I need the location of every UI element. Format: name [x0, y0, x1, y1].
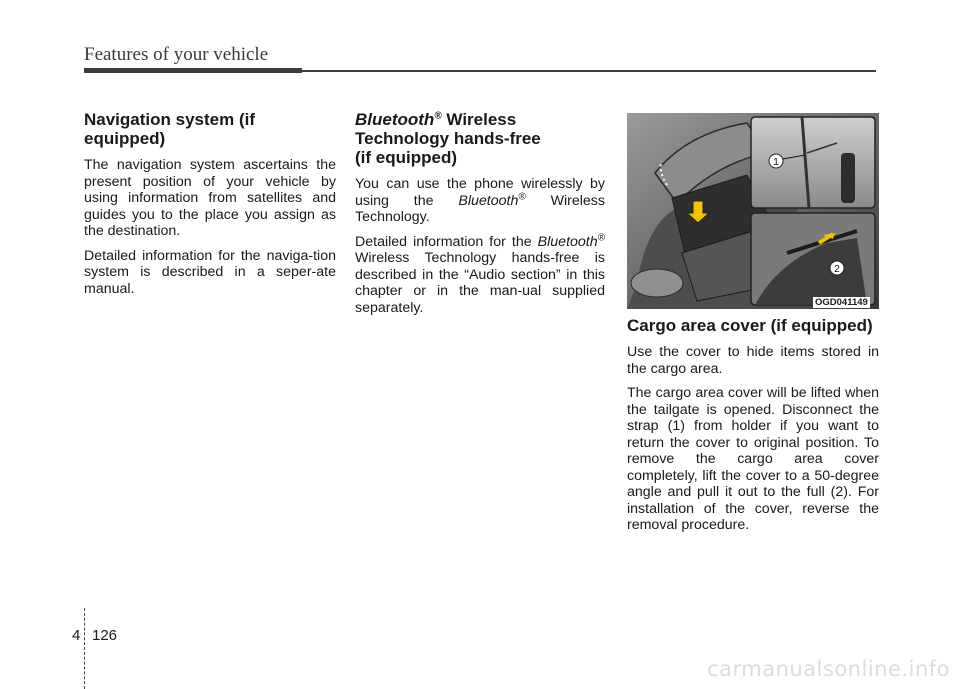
bluetooth-paragraph-2 [355, 231, 605, 317]
bluetooth-heading [355, 110, 605, 167]
page-header-title: Features of your vehicle [84, 44, 269, 65]
bluetooth-p2-brand: Bluetooth [537, 233, 598, 250]
footer-divider [84, 608, 86, 689]
bluetooth-p1-a: You can use the phone wirelessly by using the [355, 176, 605, 209]
cargo-cover-figure [627, 113, 879, 309]
bluetooth-p1-b: Wireless Technology. [355, 192, 605, 225]
bluetooth-p1-brand: Bluetooth [458, 192, 519, 209]
bluetooth-p2-a: Detailed information for the [355, 233, 538, 250]
page-number: 126 [92, 627, 118, 644]
bluetooth-p2-b: Wireless Technology hands-free is described in the “Audio section” in this chapter or in the man-ual supplied separately. [355, 250, 605, 316]
registered-mark: ® [597, 231, 605, 243]
navigation-heading: Navigation system (if equipped) [84, 110, 255, 148]
bluetooth-heading-brand: Bluetooth [355, 110, 435, 129]
navigation-section [84, 110, 336, 305]
bluetooth-paragraph-1 [355, 176, 605, 226]
cargo-paragraph-2: The cargo area cover will be lifted when the tailgate is opened. Disconnect the strap (1) from holder if you want to return the cover to original position. To remove the cargo area cover completely, lift the cover to a 50-degree angle and pull it out to the full (2). For installation of the cover, reverse the removal procedure. [627, 385, 879, 533]
bluetooth-heading-rest: Wireless [441, 110, 517, 129]
header-rule-thin [302, 70, 876, 72]
registered-mark: ® [518, 190, 526, 202]
callout-1: 1 [773, 157, 779, 168]
chapter-number: 4 [72, 627, 81, 644]
cargo-heading: Cargo area cover (if equipped) [627, 316, 873, 335]
cargo-cover-illustration [627, 113, 879, 309]
callout-2: 2 [834, 264, 840, 275]
cargo-paragraph-1: Use the cover to hide items stored in the cargo area. [627, 344, 879, 377]
bluetooth-heading-line3: (if equipped) [355, 148, 457, 167]
bluetooth-section [355, 110, 605, 324]
figure-caption: OGD041149 [815, 297, 868, 308]
navigation-paragraph-2: Detailed information for the naviga-tion system is described in a seper-ate manual. [84, 247, 336, 297]
navigation-paragraph-1: The navigation system ascertains the present position of your vehicle by using information from satellites and guides you to the place you assign as the destination. [84, 157, 336, 239]
watermark: carmanualsonline.info [707, 657, 950, 681]
bluetooth-heading-line2: Technology hands-free [355, 129, 541, 148]
registered-mark: ® [434, 110, 442, 122]
cargo-section [627, 316, 879, 542]
header-rule-thick [84, 68, 302, 73]
